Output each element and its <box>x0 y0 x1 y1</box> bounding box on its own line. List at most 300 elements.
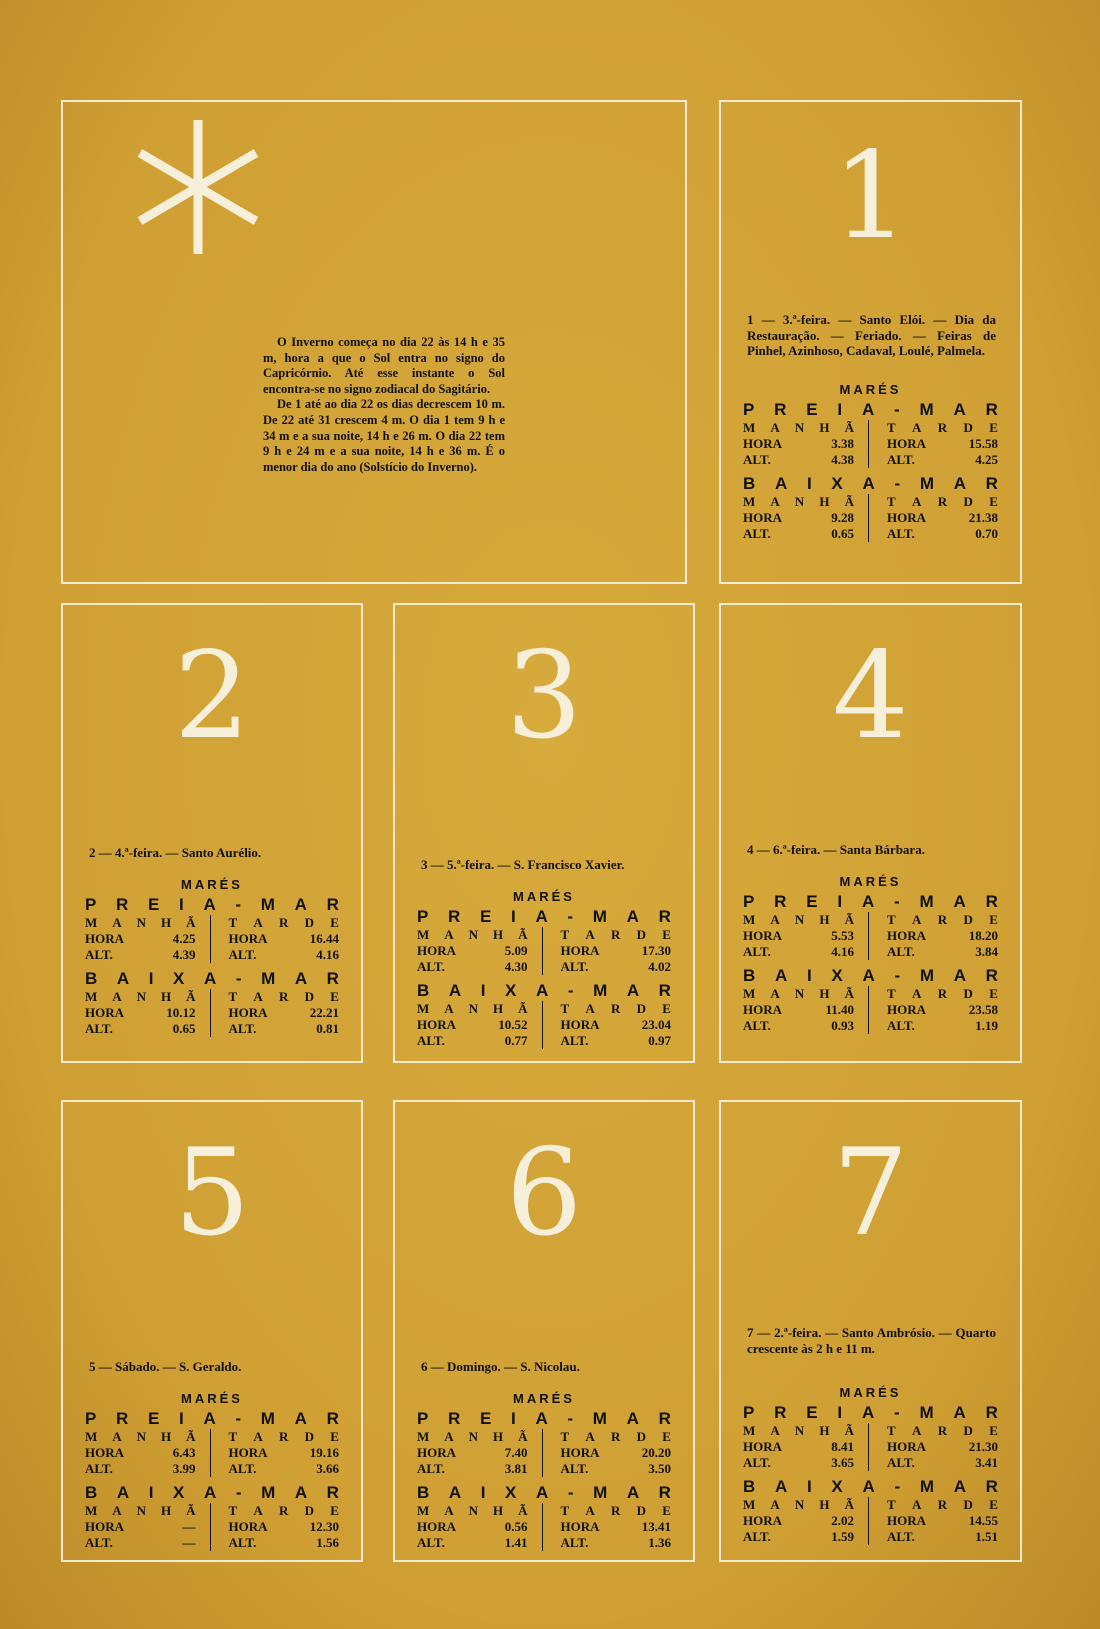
tarde-letter: E <box>989 494 998 509</box>
manha-hora-value: 0.56 <box>504 1519 528 1534</box>
baixa-mar-heading-letter: A <box>203 969 217 988</box>
preia-table <box>417 1429 671 1477</box>
preia-mar-heading-letter: P <box>417 907 429 926</box>
manha-hora-value: 7.40 <box>504 1445 528 1460</box>
baixa-mar-heading-letter: I <box>806 966 812 985</box>
hora-label: HORA <box>887 1513 926 1528</box>
preia-mar-heading-letter: P <box>743 892 755 911</box>
tarde-letter: T <box>887 1497 896 1512</box>
alt-label: ALT. <box>743 452 771 467</box>
baixa-mar-heading-letter: A <box>203 1483 217 1502</box>
tarde-alt-value: 1.51 <box>975 1529 998 1544</box>
preia-mar-heading-letter: - <box>235 895 242 914</box>
tarde-letter: T <box>560 927 570 942</box>
tarde-letter: D <box>636 1429 647 1444</box>
tarde-column <box>211 1429 340 1477</box>
manha-letter: M <box>85 1429 98 1444</box>
hora-label: HORA <box>417 1519 456 1534</box>
preia-mar-heading <box>743 892 998 912</box>
manha-letter: M <box>417 1503 430 1518</box>
alt-label: ALT. <box>887 1455 915 1470</box>
baixa-mar-heading-letter: M <box>593 1483 608 1502</box>
preia-mar-heading-letter: A <box>953 1403 966 1422</box>
tarde-letter: T <box>228 1429 238 1444</box>
baixa-mar-heading-letter: X <box>505 1483 517 1502</box>
manha-letter: M <box>743 912 756 927</box>
manha-letter: Ã <box>844 494 854 509</box>
manha-alt-value: 1.59 <box>831 1529 854 1544</box>
tarde-hora-value: 21.30 <box>968 1439 998 1454</box>
day-cell <box>61 1100 363 1562</box>
baixa-mar-heading-letter: - <box>567 1483 574 1502</box>
preia-mar-heading-letter: A <box>861 892 875 911</box>
day-cell <box>393 1100 695 1562</box>
manha-alt-value: 3.81 <box>504 1461 528 1476</box>
tarde-alt-value: 1.19 <box>975 1018 998 1033</box>
tarde-letter: A <box>253 915 263 930</box>
preia-mar-heading <box>85 895 339 915</box>
hora-label: HORA <box>887 928 926 943</box>
manha-letter: M <box>743 1423 756 1438</box>
manha-letter: Ã <box>186 1429 196 1444</box>
mares-heading: MARÉS <box>839 1385 902 1400</box>
tarde-letter: A <box>585 1503 595 1518</box>
preia-mar-heading-letter: E <box>806 892 818 911</box>
tarde-letter: T <box>887 1423 896 1438</box>
preia-mar-heading-letter: M <box>260 895 275 914</box>
tarde-letter: E <box>989 1423 998 1438</box>
hora-label: HORA <box>560 1017 600 1032</box>
alt-label: ALT. <box>560 1535 589 1550</box>
alt-label: ALT. <box>85 947 113 962</box>
alt-label: ALT. <box>743 944 771 959</box>
manha-letter: Ã <box>518 1503 528 1518</box>
baixa-table <box>417 1503 671 1551</box>
preia-mar-heading-letter: - <box>894 400 900 419</box>
manha-letter: Ã <box>186 989 196 1004</box>
manha-letter: M <box>743 986 756 1001</box>
day-number: 6 <box>505 1124 583 1263</box>
hora-label: HORA <box>228 1519 268 1534</box>
preia-mar-heading-letter: A <box>861 400 875 419</box>
day-cell <box>393 603 695 1063</box>
tarde-letter: A <box>585 1001 595 1016</box>
baixa-mar-heading-letter: B <box>85 969 98 988</box>
tarde-column <box>869 912 998 960</box>
manha-alt-value: 0.77 <box>504 1033 528 1048</box>
tarde-letter: D <box>304 915 315 930</box>
manha-letter: Ã <box>518 1001 528 1016</box>
manha-letter: N <box>468 1429 478 1444</box>
baixa-mar-heading-letter: R <box>985 966 998 985</box>
tarde-hora-value: 19.16 <box>309 1445 339 1460</box>
preia-mar-heading-letter: P <box>85 895 97 914</box>
manha-column <box>85 915 211 963</box>
alt-label: ALT. <box>417 1535 445 1550</box>
preia-mar-heading-letter: A <box>953 892 966 911</box>
preia-mar-heading-letter: A <box>294 1409 307 1428</box>
baixa-mar-heading-letter: A <box>862 474 875 493</box>
manha-hora-value: 3.38 <box>831 436 854 451</box>
preia-mar-heading-letter: I <box>837 400 843 419</box>
tarde-letter: R <box>279 989 289 1004</box>
tarde-hora-value: 18.20 <box>968 928 998 943</box>
preia-mar-heading-letter: E <box>148 895 160 914</box>
mares-heading: MARÉS <box>513 1391 575 1406</box>
tarde-letter: D <box>963 420 973 435</box>
day-cell <box>719 1100 1022 1562</box>
tarde-letter: D <box>636 927 647 942</box>
manha-letter: H <box>160 1503 172 1518</box>
tarde-hora-value: 17.30 <box>641 943 671 958</box>
tarde-letter: D <box>963 1423 973 1438</box>
manha-letter: H <box>819 1497 830 1512</box>
preia-mar-heading-letter: I <box>511 1409 516 1428</box>
preia-mar-heading-letter: M <box>592 907 607 926</box>
preia-mar-heading-letter: E <box>806 1403 818 1422</box>
tarde-letter: E <box>662 1503 671 1518</box>
manha-letter: H <box>160 989 172 1004</box>
preia-mar-heading-letter: - <box>894 1403 900 1422</box>
day-number: 7 <box>832 1124 909 1263</box>
tarde-letter: T <box>228 989 238 1004</box>
baixa-mar-heading-letter: M <box>919 966 934 985</box>
preia-mar-heading-letter: E <box>480 1409 492 1428</box>
baixa-mar-heading-letter: A <box>626 1483 640 1502</box>
hora-label: HORA <box>560 1445 600 1460</box>
manha-hora-value: 8.41 <box>831 1439 854 1454</box>
tarde-column <box>543 1429 672 1477</box>
tarde-letter: E <box>662 1429 671 1444</box>
tarde-letter: A <box>253 1429 263 1444</box>
tarde-column <box>869 1423 998 1471</box>
manha-alt-value: 0.65 <box>172 1021 196 1036</box>
baixa-mar-heading-letter: - <box>235 969 242 988</box>
tide-block <box>743 1383 998 1545</box>
mares-heading: MARÉS <box>839 382 902 397</box>
baixa-table <box>85 989 339 1037</box>
tarde-letter: R <box>611 1429 621 1444</box>
baixa-mar-heading-letter: A <box>862 1477 875 1496</box>
manha-letter: M <box>85 989 98 1004</box>
tarde-alt-value: 3.84 <box>975 944 998 959</box>
preia-mar-heading-letter: R <box>658 907 671 926</box>
tarde-alt-value: 4.16 <box>316 947 339 962</box>
baixa-mar-heading-letter: X <box>173 1483 185 1502</box>
baixa-mar-heading <box>85 1483 339 1503</box>
baixa-mar-heading-letter: R <box>326 969 339 988</box>
manha-column <box>85 1503 211 1551</box>
tarde-column <box>211 1503 340 1551</box>
tarde-column <box>869 420 998 468</box>
manha-letter: Ã <box>844 912 854 927</box>
day-number: 4 <box>832 627 909 766</box>
baixa-mar-heading-letter: A <box>294 1483 308 1502</box>
alt-label: ALT. <box>887 452 915 467</box>
hora-label: HORA <box>743 928 782 943</box>
baixa-table <box>743 986 998 1034</box>
tarde-letter: D <box>304 989 315 1004</box>
hora-label: HORA <box>228 1005 268 1020</box>
tarde-letter: D <box>963 1497 973 1512</box>
manha-hora-value: 11.40 <box>825 1002 854 1017</box>
day-cell <box>61 603 363 1063</box>
baixa-mar-heading <box>743 966 998 986</box>
hora-label: HORA <box>228 1445 268 1460</box>
preia-mar-heading-letter: R <box>448 1409 461 1428</box>
preia-mar-heading-letter: I <box>837 1403 843 1422</box>
tarde-letter: D <box>304 1503 315 1518</box>
preia-mar-heading-letter: - <box>235 1409 242 1428</box>
manha-letter: H <box>492 1001 504 1016</box>
manha-alt-value: — <box>182 1535 196 1550</box>
preia-mar-heading-letter: P <box>743 400 755 419</box>
day-description: 7 — 2.ª-feira. — Santo Ambrósio. — Quarto crescente às 2 h e 11 m. <box>747 1325 996 1356</box>
baixa-mar-heading-letter: A <box>116 969 130 988</box>
manha-letter: N <box>136 1429 146 1444</box>
preia-mar-heading-letter: A <box>203 1409 216 1428</box>
baixa-mar-heading-letter: A <box>448 1483 462 1502</box>
manha-letter: A <box>112 1503 122 1518</box>
tarde-letter: A <box>912 912 922 927</box>
tarde-letter: E <box>330 915 339 930</box>
preia-mar-heading-letter: A <box>294 895 307 914</box>
manha-letter: A <box>444 1429 454 1444</box>
day-number: 5 <box>173 1124 251 1263</box>
tarde-hora-value: 14.55 <box>968 1513 998 1528</box>
tarde-letter: E <box>662 1001 671 1016</box>
tarde-letter: R <box>611 927 621 942</box>
manha-hora-value: 2.02 <box>831 1513 854 1528</box>
alt-label: ALT. <box>85 1461 113 1476</box>
alt-label: ALT. <box>743 1529 771 1544</box>
baixa-mar-heading-letter: B <box>417 981 430 1000</box>
baixa-mar-heading-letter: A <box>953 1477 966 1496</box>
mares-heading: MARÉS <box>181 877 243 892</box>
tarde-letter: R <box>937 420 948 435</box>
baixa-mar-heading-letter: R <box>326 1483 339 1502</box>
tarde-letter: T <box>887 420 896 435</box>
baixa-mar-heading <box>417 981 671 1001</box>
baixa-mar-heading-letter: X <box>505 981 517 1000</box>
tarde-letter: E <box>989 912 998 927</box>
day-number: 3 <box>505 627 583 766</box>
baixa-mar-heading-letter: A <box>953 966 966 985</box>
baixa-mar-heading-letter: I <box>148 1483 154 1502</box>
baixa-mar-heading-letter: M <box>919 1477 934 1496</box>
preia-mar-heading-letter: R <box>774 1403 787 1422</box>
baixa-mar-heading-letter: I <box>480 1483 486 1502</box>
manha-hora-value: 6.43 <box>172 1445 196 1460</box>
baixa-table <box>417 1001 671 1049</box>
manha-letter: N <box>794 1423 805 1438</box>
preia-mar-heading-letter: M <box>260 1409 275 1428</box>
manha-letter: A <box>770 420 780 435</box>
manha-letter: H <box>492 1429 504 1444</box>
preia-mar-heading <box>417 907 671 927</box>
tarde-alt-value: 4.25 <box>975 452 998 467</box>
alt-label: ALT. <box>228 947 257 962</box>
baixa-mar-heading-letter: M <box>261 969 276 988</box>
tarde-column <box>211 989 340 1037</box>
manha-letter: M <box>743 1497 756 1512</box>
baixa-mar-heading-letter: B <box>743 1477 756 1496</box>
mares-heading: MARÉS <box>513 889 575 904</box>
tarde-letter: R <box>937 912 948 927</box>
preia-mar-heading-letter: M <box>919 400 934 419</box>
baixa-mar-heading-letter: M <box>261 1483 276 1502</box>
hora-label: HORA <box>417 1445 456 1460</box>
tarde-letter: D <box>963 494 973 509</box>
preia-mar-heading-letter: A <box>861 1403 875 1422</box>
tarde-column <box>869 986 998 1034</box>
tarde-alt-value: 0.97 <box>648 1033 671 1048</box>
alt-label: ALT. <box>887 944 915 959</box>
baixa-mar-heading-letter: - <box>894 474 901 493</box>
baixa-mar-heading-letter: A <box>626 981 640 1000</box>
tide-block <box>743 380 998 542</box>
tarde-letter: A <box>253 1503 263 1518</box>
tarde-letter: R <box>937 1497 948 1512</box>
tarde-column <box>543 1001 672 1049</box>
tarde-hora-value: 20.20 <box>641 1445 671 1460</box>
tarde-hora-value: 23.58 <box>968 1002 998 1017</box>
day-number: 1 <box>832 127 909 266</box>
tarde-letter: E <box>330 1503 339 1518</box>
winter-note-p2: De 1 até ao dia 22 os dias decrescem 10 m. De 22 até 31 crescem 4 m. O dia 1 tem 9 h e 34 m e a sua noite, 14 h e 26 m. O dia 22 tem 9 h e 24 m e a sua noite, 14 h e 36 m. É o menor dia do ano (Solstício do Inverno). <box>263 397 505 474</box>
tide-block <box>417 1389 671 1551</box>
preia-mar-heading-letter: I <box>837 892 843 911</box>
preia-mar-heading-letter: R <box>116 895 129 914</box>
tarde-letter: R <box>279 1429 289 1444</box>
alt-label: ALT. <box>417 1461 445 1476</box>
preia-mar-heading-letter: I <box>179 895 184 914</box>
manha-letter: H <box>819 494 830 509</box>
preia-mar-heading-letter: A <box>626 907 639 926</box>
alt-label: ALT. <box>560 1033 589 1048</box>
hora-label: HORA <box>887 510 926 525</box>
preia-mar-heading <box>743 400 998 420</box>
manha-column <box>743 420 869 468</box>
preia-table <box>743 420 998 468</box>
manha-letter: H <box>819 420 830 435</box>
hora-label: HORA <box>887 1439 926 1454</box>
tarde-column <box>543 927 672 975</box>
tarde-hora-value: 13.41 <box>641 1519 671 1534</box>
alt-label: ALT. <box>560 1461 589 1476</box>
baixa-mar-heading-letter: M <box>593 981 608 1000</box>
preia-mar-heading-letter: M <box>592 1409 607 1428</box>
baixa-mar-heading <box>417 1483 671 1503</box>
tarde-column <box>211 915 340 963</box>
baixa-mar-heading-letter: B <box>417 1483 430 1502</box>
preia-mar-heading-letter: R <box>326 1409 339 1428</box>
manha-alt-value: 3.99 <box>172 1461 196 1476</box>
tarde-letter: R <box>611 1503 621 1518</box>
preia-table <box>85 1429 339 1477</box>
hora-label: HORA <box>743 1439 782 1454</box>
manha-letter: Ã <box>844 986 854 1001</box>
alt-label: ALT. <box>887 526 915 541</box>
baixa-mar-heading-letter: B <box>85 1483 98 1502</box>
tarde-letter: A <box>912 420 922 435</box>
preia-mar-heading-letter: I <box>179 1409 184 1428</box>
tarde-letter: T <box>887 986 896 1001</box>
manha-alt-value: 4.30 <box>504 959 528 974</box>
baixa-mar-heading-letter: I <box>806 474 812 493</box>
manha-letter: A <box>770 912 780 927</box>
manha-letter: A <box>770 1423 780 1438</box>
tarde-alt-value: 0.70 <box>975 526 998 541</box>
winter-note <box>263 335 505 475</box>
tarde-hora-value: 23.04 <box>641 1017 671 1032</box>
tide-block <box>743 872 998 1034</box>
manha-letter: N <box>468 1001 478 1016</box>
manha-hora-value: 4.25 <box>172 931 196 946</box>
tarde-letter: D <box>636 1001 647 1016</box>
hora-label: HORA <box>560 1519 600 1534</box>
manha-column <box>743 1423 869 1471</box>
manha-letter: M <box>743 494 756 509</box>
manha-hora-value: — <box>182 1519 196 1534</box>
asterisk-icon <box>123 112 273 262</box>
tarde-letter: E <box>989 1497 998 1512</box>
baixa-table <box>85 1503 339 1551</box>
baixa-mar-heading-letter: A <box>774 1477 788 1496</box>
manha-letter: N <box>136 915 146 930</box>
preia-mar-heading-letter: R <box>658 1409 671 1428</box>
manha-column <box>85 989 211 1037</box>
alt-label: ALT. <box>417 1033 445 1048</box>
tarde-letter: E <box>330 989 339 1004</box>
baixa-mar-heading <box>743 474 998 494</box>
manha-column <box>417 927 543 975</box>
baixa-mar-heading-letter: I <box>806 1477 812 1496</box>
preia-mar-heading-letter: - <box>567 1409 574 1428</box>
day-description: 2 — 4.ª-feira. — Santo Aurélio. <box>89 845 262 860</box>
manha-letter: H <box>819 912 830 927</box>
winter-note-p1: O Inverno começa no dia 22 às 14 h e 35 m, hora a que o Sol entra no signo do Capricórnio. Até esse instante o Sol encontra-se no signo zodiacal do Sagitário. <box>263 335 505 396</box>
tarde-hora-value: 12.30 <box>309 1519 339 1534</box>
manha-alt-value: 0.65 <box>831 526 854 541</box>
tarde-alt-value: 3.66 <box>316 1461 339 1476</box>
hora-label: HORA <box>85 931 124 946</box>
baixa-mar-heading-letter: - <box>894 1477 901 1496</box>
baixa-mar-heading-letter: R <box>658 1483 671 1502</box>
baixa-mar-heading-letter: X <box>173 969 185 988</box>
tarde-letter: R <box>279 1503 289 1518</box>
tarde-letter: E <box>662 927 671 942</box>
manha-letter: H <box>492 927 504 942</box>
tarde-letter: R <box>279 915 289 930</box>
hora-label: HORA <box>887 1002 926 1017</box>
tide-block <box>85 1389 339 1551</box>
baixa-mar-heading-letter: - <box>894 966 901 985</box>
preia-mar-heading-letter: A <box>953 400 966 419</box>
baixa-table <box>743 494 998 542</box>
preia-mar-heading-letter: A <box>626 1409 639 1428</box>
preia-mar-heading-letter: A <box>535 907 548 926</box>
tarde-alt-value: 4.02 <box>648 959 671 974</box>
manha-column <box>417 1429 543 1477</box>
manha-alt-value: 3.65 <box>831 1455 854 1470</box>
alt-label: ALT. <box>743 1018 771 1033</box>
manha-hora-value: 5.09 <box>504 943 528 958</box>
manha-letter: Ã <box>844 1497 854 1512</box>
baixa-mar-heading-letter: - <box>235 1483 242 1502</box>
mares-heading: MARÉS <box>181 1391 243 1406</box>
tarde-column <box>543 1503 672 1551</box>
